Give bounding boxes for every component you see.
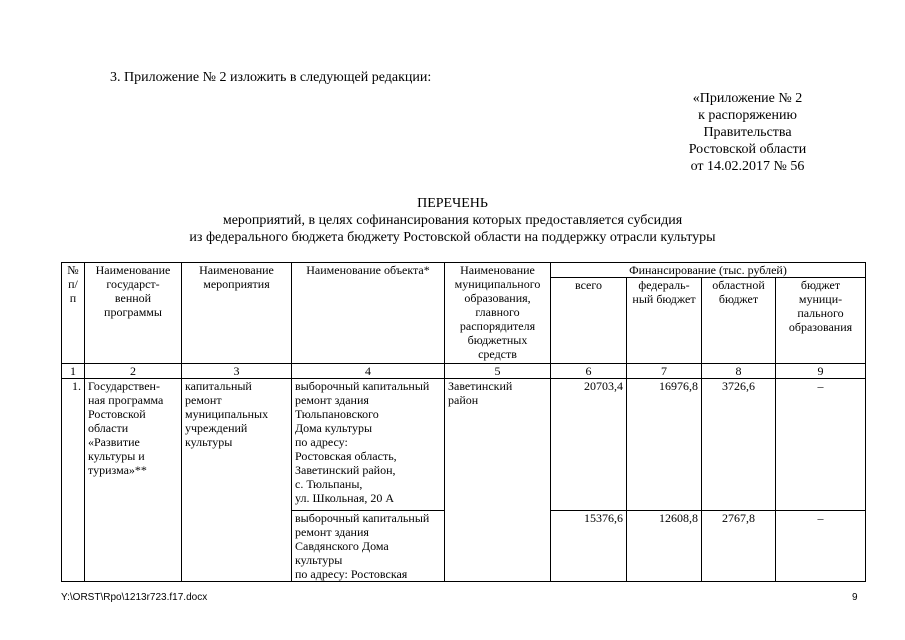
- column-number-row: [62, 364, 866, 379]
- appendix-header: [640, 90, 855, 175]
- intro-text: 3. Приложение № 2 изложить в следующей редакции:: [110, 70, 432, 85]
- row-program: Государствен- ная программа Ростовской области «Развитие культуры и туризма»**: [85, 379, 182, 582]
- header-federal: федераль- ный бюджет: [627, 278, 702, 364]
- col-number: 3: [182, 364, 292, 379]
- events-table: [61, 262, 866, 582]
- row-total: 15376,6: [551, 511, 627, 582]
- row-num: 1.: [62, 379, 85, 582]
- col-number: 4: [292, 364, 445, 379]
- document-heading: ПЕРЕЧЕНЬ: [417, 196, 488, 211]
- col-number: 6: [551, 364, 627, 379]
- document-subtitle-line2: из федерального бюджета бюджету Ростовской области на поддержку отрасли культуры: [189, 230, 716, 245]
- appendix-line: «Приложение № 2: [692, 91, 803, 106]
- header-object: Наименование объекта*: [292, 263, 445, 364]
- col-number: 8: [702, 364, 776, 379]
- col-number: 5: [445, 364, 551, 379]
- row-total: 20703,4: [551, 379, 627, 511]
- row-federal: 16976,8: [627, 379, 702, 511]
- footer-file-path: Y:\ORST\Rpo\1213r723.f17.docx: [61, 592, 208, 603]
- col-number: 9: [776, 364, 866, 379]
- row-event: капитальный ремонт муниципальных учреждений культуры: [182, 379, 292, 582]
- header-num: № п/п: [62, 263, 85, 364]
- table-row: [62, 379, 866, 511]
- row-regional: 2767,8: [702, 511, 776, 582]
- col-number: 7: [627, 364, 702, 379]
- header-financing: Финансирование (тыс. рублей): [551, 263, 866, 278]
- row-object: выборочный капитальный ремонт здания Тюльпановского Дома культуры по адресу: Ростовская область, Заветинский район, с. Тюльпаны, ул. Школьная, 20 А: [292, 379, 445, 511]
- col-number: 2: [85, 364, 182, 379]
- col-number: 1: [62, 364, 85, 379]
- row-municipality: Заветинский район: [445, 379, 551, 582]
- footer-page-number: 9: [852, 592, 858, 603]
- header-municipal: бюджет муници- пального образования: [776, 278, 866, 364]
- header-event: Наименование мероприятия: [182, 263, 292, 364]
- row-federal: 12608,8: [627, 511, 702, 582]
- header-municipality: Наименование муниципального образования, главного распорядителя бюджетных средств: [445, 263, 551, 364]
- appendix-line: Ростовской области: [688, 142, 807, 157]
- header-total: всего: [551, 278, 627, 364]
- appendix-line: от 14.02.2017 № 56: [690, 159, 805, 174]
- header-program: Наименование государст- венной программы: [85, 263, 182, 364]
- row-object: выборочный капитальный ремонт здания Савдянского Дома культуры по адресу: Ростовская: [292, 511, 445, 582]
- row-municipal: –: [776, 379, 866, 511]
- header-regional: областной бюджет: [702, 278, 776, 364]
- appendix-line: Правительства: [703, 125, 792, 140]
- document-subtitle-line1: мероприятий, в целях софинансирования которых предоставляется субсидия: [222, 213, 683, 228]
- row-municipal: –: [776, 511, 866, 582]
- appendix-line: к распоряжению: [698, 108, 797, 123]
- row-regional: 3726,6: [702, 379, 776, 511]
